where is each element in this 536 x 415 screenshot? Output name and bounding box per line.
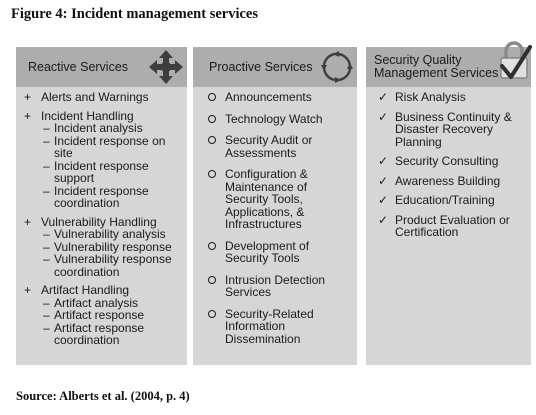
service-item	[378, 175, 527, 188]
dash-bullet-icon: –	[43, 133, 50, 148]
service-label: Announcements	[225, 90, 312, 104]
sub-service-list	[39, 228, 183, 278]
sub-service-label: Incident response coordination	[54, 183, 149, 210]
checkmark-bullet-icon: ✓	[378, 90, 389, 104]
service-label: Incident Handling	[41, 108, 134, 123]
service-item	[24, 216, 183, 279]
service-item	[378, 155, 527, 168]
column-body	[208, 91, 353, 354]
figure-title: Figure 4: Incident management services	[11, 6, 258, 22]
cycle-arrows-icon	[319, 49, 355, 85]
open-circle-bullet-icon	[208, 134, 222, 147]
four-arrows-icon	[148, 49, 184, 85]
sub-service-item	[39, 253, 183, 278]
service-label: Security Audit or Assessments	[225, 133, 313, 160]
source-caption: Source: Alberts et al. (2004, p. 4)	[16, 389, 190, 403]
column-title: Proactive Services	[209, 60, 313, 74]
service-item	[208, 134, 353, 159]
service-label: Education/Training	[395, 193, 495, 207]
open-circle-bullet-icon	[208, 240, 222, 253]
dash-bullet-icon: –	[43, 252, 50, 266]
sub-service-label: Vulnerability response coordination	[54, 252, 172, 279]
service-item	[378, 194, 527, 207]
dash-bullet-icon: –	[43, 295, 50, 310]
dash-bullet-icon: –	[43, 158, 50, 173]
service-label: Product Evaluation or Certification	[395, 212, 510, 239]
open-circle-bullet-icon	[208, 113, 222, 126]
sub-service-list	[39, 122, 183, 210]
service-label: Configuration & Maintenance of Security Tools, Applications, & Infrastructures	[225, 167, 308, 231]
sub-service-label: Vulnerability analysis	[54, 227, 166, 241]
reactive-services-column	[16, 47, 187, 365]
service-label: Security Consulting	[395, 154, 499, 168]
sub-service-label: Incident response on site	[54, 133, 166, 160]
sub-service-item	[39, 322, 183, 347]
open-circle-bullet-icon	[208, 168, 222, 181]
sub-service-list	[39, 297, 183, 347]
sub-service-label: Incident response support	[54, 158, 149, 185]
checkmark-bullet-icon: ✓	[378, 193, 389, 207]
service-label: Development of Security Tools	[225, 238, 310, 265]
service-label: Alerts and Warnings	[41, 90, 149, 104]
sub-service-item	[39, 160, 183, 185]
service-item	[208, 168, 353, 231]
dash-bullet-icon: –	[43, 308, 50, 322]
service-item	[208, 240, 353, 265]
service-label: Vulnerability Handling	[41, 214, 157, 229]
service-item	[378, 111, 527, 149]
column-title: Security Quality Management Services	[374, 53, 499, 80]
dash-bullet-icon: –	[43, 320, 50, 335]
service-label: Business Continuity & Disaster Recovery Planning	[395, 109, 512, 149]
service-item	[24, 91, 183, 104]
plus-bullet-icon: +	[24, 214, 32, 229]
service-item	[208, 113, 353, 126]
service-label: Risk Analysis	[395, 90, 466, 104]
service-label: Technology Watch	[225, 111, 323, 126]
proactive-services-column	[193, 47, 357, 365]
service-label: Security-Related Information Dissemination	[225, 306, 314, 346]
checkmark-bullet-icon: ✓	[378, 212, 389, 227]
open-circle-bullet-icon	[208, 91, 222, 104]
open-circle-bullet-icon	[208, 274, 222, 287]
checkmark-bullet-icon: ✓	[378, 154, 389, 168]
column-header	[366, 47, 531, 87]
column-body	[24, 91, 183, 353]
column-body	[378, 91, 527, 246]
sub-service-item	[39, 185, 183, 210]
sub-service-label: Incident analysis	[54, 121, 143, 135]
dash-bullet-icon: –	[43, 121, 50, 135]
service-item	[208, 308, 353, 346]
column-header	[193, 47, 357, 87]
column-header	[16, 47, 187, 87]
service-item	[24, 284, 183, 347]
column-title: Reactive Services	[28, 60, 129, 74]
service-item	[378, 214, 527, 239]
dash-bullet-icon: –	[43, 183, 50, 198]
service-item	[378, 91, 527, 104]
service-item	[208, 274, 353, 299]
service-label: Artifact Handling	[41, 283, 130, 297]
dash-bullet-icon: –	[43, 227, 50, 241]
service-item	[208, 91, 353, 104]
sub-service-item	[39, 135, 183, 160]
plus-bullet-icon: +	[24, 283, 32, 297]
plus-bullet-icon: +	[24, 90, 32, 104]
dash-bullet-icon: –	[43, 239, 50, 254]
padlock-check-icon	[494, 39, 534, 83]
security-quality-management-column	[366, 47, 531, 365]
sub-service-label: Vulnerability response	[54, 239, 172, 254]
plus-bullet-icon: +	[24, 108, 32, 123]
open-circle-bullet-icon	[208, 308, 222, 321]
sub-service-label: Artifact response coordination	[54, 320, 145, 347]
sub-service-label: Artifact response	[54, 308, 145, 322]
sub-service-label: Artifact analysis	[54, 295, 139, 310]
service-item	[24, 110, 183, 210]
checkmark-bullet-icon: ✓	[378, 173, 389, 188]
checkmark-bullet-icon: ✓	[378, 109, 389, 124]
service-label: Intrusion Detection Services	[225, 272, 326, 299]
service-label: Awareness Building	[395, 173, 501, 188]
